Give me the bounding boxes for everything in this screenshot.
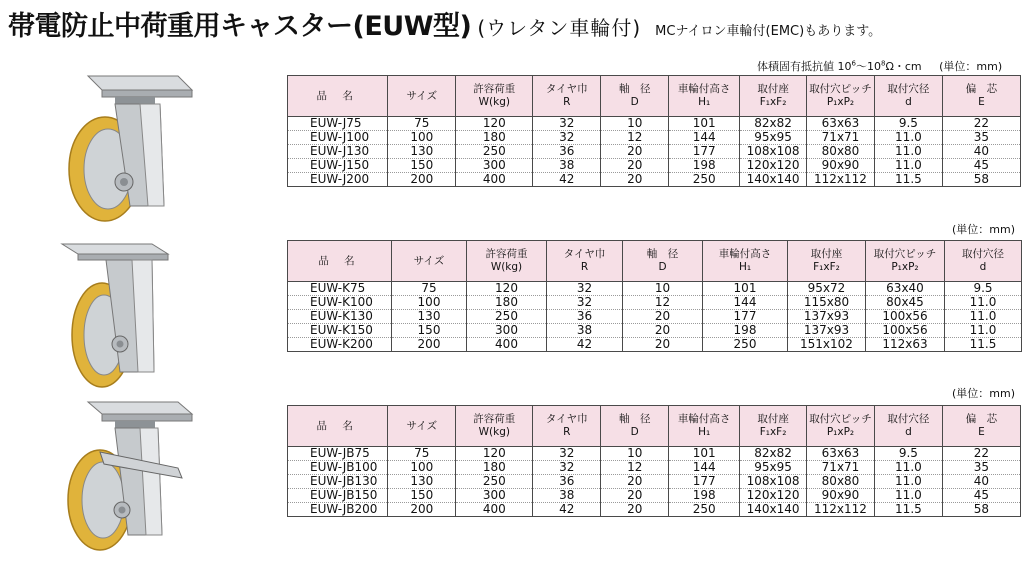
table-row	[288, 324, 1022, 338]
table-cell: 11.0	[945, 310, 1022, 324]
table-cell: 36	[533, 145, 601, 159]
table-cell: 137x93	[788, 324, 866, 338]
table-cell: 12	[601, 131, 669, 145]
column-header	[601, 406, 669, 447]
table-row	[288, 117, 1021, 131]
column-header-sublabel: R	[580, 261, 589, 273]
column-header	[942, 76, 1020, 117]
model-name-cell: EUW-K75	[288, 282, 392, 296]
column-header-label: 取付穴径	[887, 83, 930, 95]
table-cell: 11.0	[874, 475, 942, 489]
table-header-row	[288, 406, 1021, 447]
column-header	[866, 241, 945, 282]
column-header-label: 品 名	[316, 419, 359, 432]
column-header-label: タイヤ巾	[545, 83, 588, 95]
table-cell: 112x112	[807, 173, 875, 187]
column-header-label: 偏 芯	[965, 413, 998, 425]
table-row	[288, 131, 1021, 145]
table-cell: 20	[601, 503, 669, 517]
table-cell: 80x45	[866, 296, 945, 310]
column-header-sublabel: F₁xF₂	[759, 96, 787, 108]
table-cell: 400	[456, 173, 533, 187]
table-cell: 200	[388, 503, 456, 517]
table-cell: 35	[942, 461, 1020, 475]
table-cell: 9.5	[874, 117, 942, 131]
table-cell: 75	[388, 117, 456, 131]
table-cell: 300	[456, 489, 533, 503]
model-name-cell: EUW-J130	[288, 145, 388, 159]
table-cell: 250	[456, 145, 533, 159]
spec-table-brake	[287, 405, 1021, 517]
table-cell: 45	[942, 159, 1020, 173]
table-cell: 130	[392, 310, 467, 324]
column-header-sublabel: F₁xF₂	[759, 426, 787, 438]
model-name-cell: EUW-JB200	[288, 503, 388, 517]
table-cell: 12	[601, 461, 669, 475]
column-header	[788, 241, 866, 282]
table-cell: 38	[547, 324, 623, 338]
table-cell: 42	[533, 503, 601, 517]
table-row	[288, 173, 1021, 187]
model-name-cell: EUW-K200	[288, 338, 392, 352]
column-header-label: サイズ	[413, 254, 445, 267]
table-row	[288, 475, 1021, 489]
table-cell: 20	[623, 310, 703, 324]
column-header-sublabel: H₁	[738, 261, 752, 273]
column-header-sublabel: P₁xP₂	[891, 261, 919, 273]
table-cell: 177	[669, 145, 740, 159]
table-cell: 300	[456, 159, 533, 173]
table-cell: 11.0	[874, 489, 942, 503]
column-header-label: 品 名	[316, 89, 359, 102]
table-cell: 200	[392, 338, 467, 352]
column-header-label: 取付座	[757, 413, 789, 425]
table-cell: 82x82	[740, 117, 807, 131]
table-cell: 101	[669, 117, 740, 131]
table-cell: 90x90	[807, 489, 875, 503]
table-cell: 120	[467, 282, 547, 296]
table-cell: 177	[703, 310, 788, 324]
model-name-cell: EUW-J75	[288, 117, 388, 131]
column-header-sublabel: H₁	[698, 426, 711, 438]
title-main: 帯電防止中荷重用キャスター(EUW型)	[8, 11, 472, 42]
table-row	[288, 338, 1022, 352]
column-header	[388, 406, 456, 447]
table-cell: 140x140	[740, 503, 807, 517]
table-cell: 22	[942, 117, 1020, 131]
table-cell: 108x108	[740, 145, 807, 159]
column-header	[392, 241, 467, 282]
column-header	[874, 76, 942, 117]
page-title	[8, 4, 881, 43]
table-cell: 250	[669, 173, 740, 187]
column-header-label: タイヤ巾	[563, 248, 606, 260]
table-cell: 32	[533, 117, 601, 131]
column-header-label: 品 名	[318, 254, 361, 267]
column-header	[467, 241, 547, 282]
table-cell: 58	[942, 503, 1020, 517]
table-cell: 80x80	[807, 145, 875, 159]
column-header-label: 取付穴ピッチ	[809, 413, 872, 425]
column-header-sublabel: R	[563, 426, 571, 438]
column-header-sublabel: D	[630, 96, 639, 108]
table-cell: 112x112	[807, 503, 875, 517]
table-cell: 63x63	[807, 117, 875, 131]
column-header	[533, 406, 601, 447]
model-name-cell: EUW-J200	[288, 173, 388, 187]
table-cell: 20	[623, 324, 703, 338]
table-cell: 20	[623, 338, 703, 352]
table-cell: 38	[533, 159, 601, 173]
column-header-label: 軸 径	[618, 413, 651, 425]
table-cell: 36	[533, 475, 601, 489]
column-header-sublabel: W(kg)	[490, 261, 523, 273]
table-cell: 120x120	[740, 159, 807, 173]
table-cell: 45	[942, 489, 1020, 503]
model-name-cell: EUW-K100	[288, 296, 392, 310]
column-header-label: 軸 径	[618, 83, 651, 95]
table-cell: 100	[388, 461, 456, 475]
table-cell: 32	[533, 461, 601, 475]
column-header	[601, 76, 669, 117]
resistance-note: 体積固有抵抗値 $10^6\sim 10^8\Omega$・cm (単位：mm)	[757, 59, 1003, 73]
table-cell: 250	[467, 310, 547, 324]
table-cell: 200	[388, 173, 456, 187]
model-name-cell: EUW-J150	[288, 159, 388, 173]
table-row	[288, 489, 1021, 503]
table-cell: 100x56	[866, 310, 945, 324]
table-cell: 20	[601, 173, 669, 187]
unit-label: (単位：mm)	[939, 60, 1003, 73]
table-cell: 58	[942, 173, 1020, 187]
column-header-sublabel: W(kg)	[478, 96, 510, 108]
table-cell: 11.0	[874, 145, 942, 159]
table-cell: 11.0	[874, 131, 942, 145]
table-row	[288, 447, 1021, 461]
table-cell: 112x63	[866, 338, 945, 352]
table-cell: 150	[388, 159, 456, 173]
table-cell: 80x80	[807, 475, 875, 489]
column-header-label: 偏 芯	[965, 83, 998, 95]
column-header	[740, 76, 807, 117]
table-cell: 120	[456, 447, 533, 461]
table-cell: 100	[388, 131, 456, 145]
table-cell: 11.5	[945, 338, 1022, 352]
table-cell: 71x71	[807, 461, 875, 475]
table-cell: 32	[533, 447, 601, 461]
column-header-label: タイヤ巾	[545, 413, 588, 425]
column-header-sublabel: d	[905, 96, 912, 108]
column-header-label: 取付座	[757, 83, 789, 95]
swivel-caster-brake-image	[60, 400, 205, 555]
column-header	[807, 406, 875, 447]
column-header-sublabel: W(kg)	[478, 426, 510, 438]
column-header-label: 取付穴径	[887, 413, 930, 425]
column-header	[703, 241, 788, 282]
table-cell: 20	[601, 145, 669, 159]
table-cell: 177	[669, 475, 740, 489]
table-cell: 400	[456, 503, 533, 517]
table-cell: 22	[942, 447, 1020, 461]
table-cell: 151x102	[788, 338, 866, 352]
table-cell: 100x56	[866, 324, 945, 338]
table-cell: 180	[467, 296, 547, 310]
column-header-label: 車輪付高さ	[677, 413, 731, 425]
column-header-sublabel: d	[979, 261, 987, 273]
model-name-cell: EUW-J100	[288, 131, 388, 145]
table-cell: 120x120	[740, 489, 807, 503]
column-header-label: 取付座	[810, 248, 843, 260]
table-cell: 150	[392, 324, 467, 338]
spec-table-swivel	[287, 75, 1021, 187]
rigid-caster-image	[60, 240, 195, 390]
table-cell: 11.5	[874, 173, 942, 187]
model-name-cell: EUW-JB75	[288, 447, 388, 461]
table-cell: 11.0	[874, 159, 942, 173]
spec-table-rigid	[287, 240, 1022, 352]
table-cell: 198	[669, 489, 740, 503]
table-cell: 10	[601, 117, 669, 131]
table-cell: 75	[392, 282, 467, 296]
table-cell: 40	[942, 145, 1020, 159]
column-header	[533, 76, 601, 117]
table-header-row	[288, 76, 1021, 117]
column-header-sublabel: d	[905, 426, 912, 438]
column-header-sublabel: D	[658, 261, 667, 273]
column-header	[945, 241, 1022, 282]
table-row	[288, 310, 1022, 324]
table-cell: 82x82	[740, 447, 807, 461]
table-cell: 130	[388, 145, 456, 159]
title-sub: (ウレタン車輪付)	[477, 16, 642, 40]
column-header-label: 取付穴径	[962, 248, 1004, 260]
table-cell: 140x140	[740, 173, 807, 187]
table-cell: 20	[601, 489, 669, 503]
column-header-label: 許容荷重	[473, 413, 516, 425]
column-header	[456, 76, 533, 117]
column-header	[740, 406, 807, 447]
table-cell: 144	[669, 461, 740, 475]
table-cell: 115x80	[788, 296, 866, 310]
table-cell: 144	[669, 131, 740, 145]
column-header-sublabel: E	[978, 426, 985, 438]
model-name-cell: EUW-JB150	[288, 489, 388, 503]
unit-label: (単位：mm)	[951, 387, 1015, 400]
column-header-sublabel: H₁	[698, 96, 711, 108]
table-cell: 198	[703, 324, 788, 338]
table-cell: 95x72	[788, 282, 866, 296]
table-cell: 150	[388, 489, 456, 503]
table-cell: 250	[703, 338, 788, 352]
table-cell: 63x63	[807, 447, 875, 461]
table-cell: 42	[547, 338, 623, 352]
column-header	[388, 76, 456, 117]
model-name-cell: EUW-K150	[288, 324, 392, 338]
column-header-sublabel: E	[978, 96, 985, 108]
table-row	[288, 282, 1022, 296]
column-header-sublabel: P₁xP₂	[826, 426, 855, 438]
table-row	[288, 461, 1021, 475]
column-header-label: 許容荷重	[473, 83, 516, 95]
column-header	[669, 406, 740, 447]
table-cell: 10	[601, 447, 669, 461]
table-cell: 40	[942, 475, 1020, 489]
column-header-label: 取付穴ピッチ	[809, 83, 872, 95]
table-cell: 20	[601, 159, 669, 173]
column-header	[547, 241, 623, 282]
table-row	[288, 159, 1021, 173]
table-header-row	[288, 241, 1022, 282]
column-header-label: 許容荷重	[485, 248, 528, 260]
column-header	[623, 241, 703, 282]
title-note: MCナイロン車輪付(EMC)もあります。	[655, 24, 882, 39]
column-header-label: サイズ	[406, 89, 438, 102]
model-name-cell: EUW-JB100	[288, 461, 388, 475]
table-cell: 32	[533, 131, 601, 145]
column-header	[874, 406, 942, 447]
table-cell: 36	[547, 310, 623, 324]
table-cell: 71x71	[807, 131, 875, 145]
table-cell: 9.5	[945, 282, 1022, 296]
model-name-cell: EUW-K130	[288, 310, 392, 324]
table-cell: 101	[669, 447, 740, 461]
table-row	[288, 503, 1021, 517]
table-row	[288, 296, 1022, 310]
table-cell: 130	[388, 475, 456, 489]
table-cell: 35	[942, 131, 1020, 145]
table-cell: 95x95	[740, 131, 807, 145]
column-header-label: 軸 径	[646, 248, 679, 260]
table-cell: 400	[467, 338, 547, 352]
model-name-cell: EUW-JB130	[288, 475, 388, 489]
table-cell: 32	[547, 296, 623, 310]
table-cell: 38	[533, 489, 601, 503]
table-cell: 120	[456, 117, 533, 131]
column-header-label: サイズ	[406, 419, 438, 432]
unit-label: (単位：mm)	[951, 223, 1015, 236]
table-cell: 100	[392, 296, 467, 310]
table-cell: 75	[388, 447, 456, 461]
table-cell: 108x108	[740, 475, 807, 489]
table-cell: 137x93	[788, 310, 866, 324]
table-cell: 95x95	[740, 461, 807, 475]
table-cell: 11.0	[945, 324, 1022, 338]
table-cell: 180	[456, 461, 533, 475]
column-header	[288, 241, 392, 282]
column-header	[288, 406, 388, 447]
table-cell: 198	[669, 159, 740, 173]
table-cell: 63x40	[866, 282, 945, 296]
table-cell: 250	[669, 503, 740, 517]
table-cell: 250	[456, 475, 533, 489]
column-header-sublabel: P₁xP₂	[826, 96, 855, 108]
column-header	[456, 406, 533, 447]
column-header-label: 車輪付高さ	[718, 248, 772, 260]
table-cell: 300	[467, 324, 547, 338]
column-header	[669, 76, 740, 117]
column-header	[807, 76, 875, 117]
table-cell: 10	[623, 282, 703, 296]
table-cell: 42	[533, 173, 601, 187]
table-cell: 9.5	[874, 447, 942, 461]
column-header-sublabel: F₁xF₂	[813, 261, 840, 273]
column-header-label: 車輪付高さ	[677, 83, 731, 95]
table-cell: 180	[456, 131, 533, 145]
table-cell: 11.0	[945, 296, 1022, 310]
column-header	[288, 76, 388, 117]
swivel-caster-image	[60, 74, 195, 224]
table-cell: 101	[703, 282, 788, 296]
column-header-sublabel: R	[563, 96, 571, 108]
table-cell: 90x90	[807, 159, 875, 173]
column-header	[942, 406, 1020, 447]
column-header-label: 取付穴ピッチ	[873, 248, 937, 260]
table-cell: 20	[601, 475, 669, 489]
table-row	[288, 145, 1021, 159]
table-cell: 32	[547, 282, 623, 296]
table-cell: 11.5	[874, 503, 942, 517]
column-header-sublabel: D	[630, 426, 639, 438]
table-cell: 144	[703, 296, 788, 310]
table-cell: 12	[623, 296, 703, 310]
table-cell: 11.0	[874, 461, 942, 475]
